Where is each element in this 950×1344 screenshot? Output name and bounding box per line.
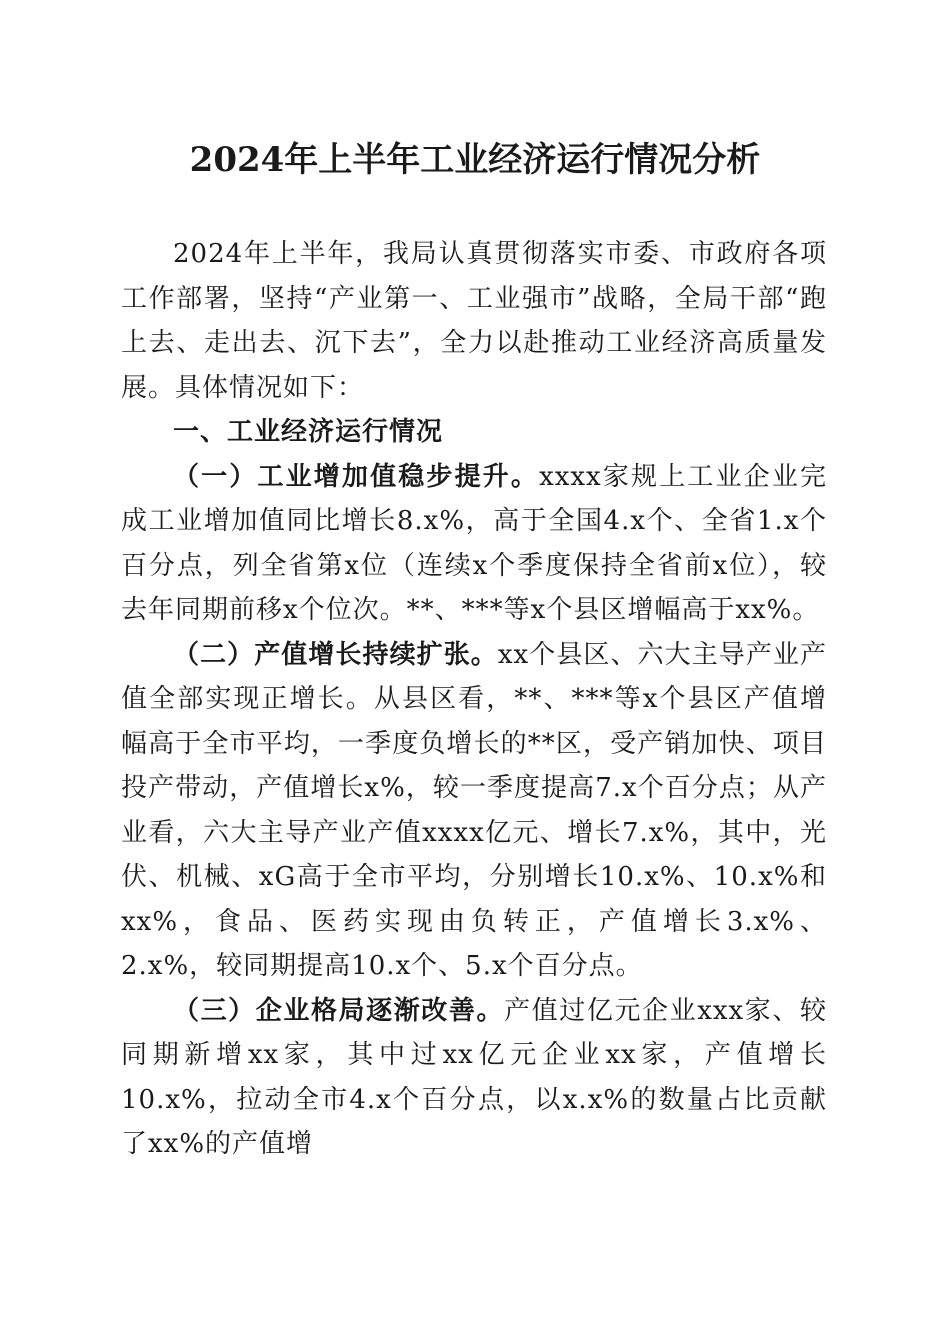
item-lead-3: （三）企业格局逐渐改善。 bbox=[173, 995, 505, 1026]
item-paragraph-3 bbox=[121, 989, 827, 1167]
item-text-3: 产值过亿元企业xxx家、较同期新增xx家，其中过xx亿元企业xx家，产值增长10.x%，拉动全市4.x个百分点，以x.x%的数量占比贡献了xx%的产值增 bbox=[121, 995, 827, 1159]
document-title: 2024年上半年工业经济运行情况分析 bbox=[189, 140, 761, 180]
document-body bbox=[121, 232, 827, 1167]
section-heading: 一、工业经济运行情况 bbox=[173, 417, 444, 447]
item-paragraph-1 bbox=[121, 455, 827, 633]
item-text-2: xx个县区、六大主导产业产值全部实现正增长。从县区看，**、***等x个县区产值增幅高于全市平均，一季度负增长的**区，受产销加快、项目投产带动，产值增长x%，较一季度提高7.x个百分点；从产业看，六大主导产业产值xxxx亿元、增长7.x%，其中，光伏、机械、xG高于全市平均，分别增长10.x%、10.x%和xx%，食品、医药实现由负转正，产值增长3.x%、2.x%，较同期提高10.x个、5.x个百分点。 bbox=[121, 639, 827, 981]
intro-paragraph: 2024年上半年，我局认真贯彻落实市委、市政府各项工作部署，坚持“产业第一、工业强市”战略，全局干部“跑上去、走出去、沉下去”，全力以赴推动工业经济高质量发展。具体情况如下： bbox=[121, 239, 827, 403]
item-lead-2: （二）产值增长持续扩张。 bbox=[173, 639, 498, 670]
item-lead-1: （一）工业增加值稳步提升。 bbox=[173, 461, 540, 492]
item-paragraph-2 bbox=[121, 633, 827, 989]
item-text-1: xxxx家规上工业企业完成工业增加值同比增长8.x%，高于全国4.x个、全省1.x个百分点，列全省第x位（连续x个季度保持全省前x位），较去年同期前移x个位次。**、***等x个县区增幅高于xx%。 bbox=[121, 461, 827, 625]
